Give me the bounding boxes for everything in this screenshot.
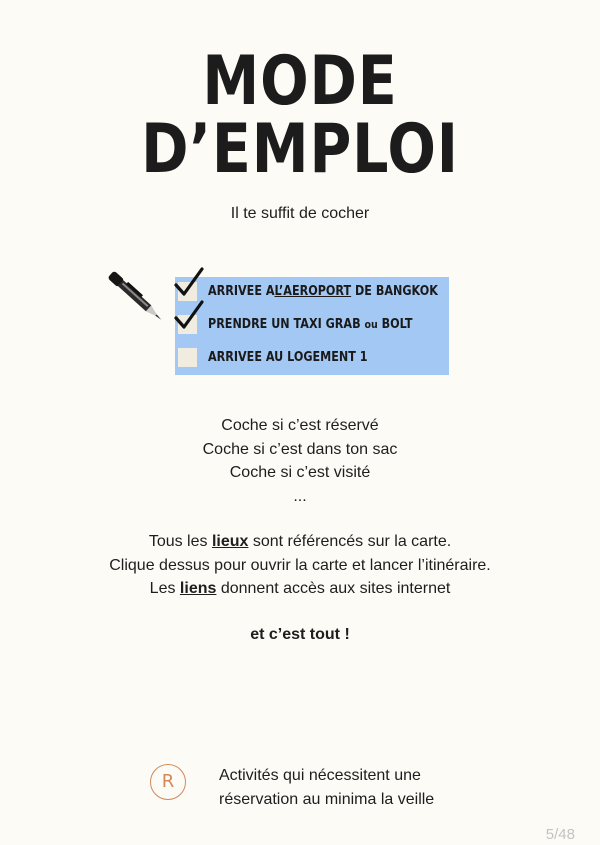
checkmark-icon — [173, 300, 205, 332]
checklist-item[interactable] — [175, 312, 449, 338]
reservation-badge-icon: R — [150, 764, 186, 800]
checklist — [175, 277, 449, 375]
info-line: Tous les lieux sont référencés sur la carte. — [148, 533, 452, 550]
instruction-line: Coche si c’est visité — [229, 464, 371, 481]
instruction-line: Coche si c’est dans ton sac — [202, 440, 398, 458]
reservation-legend: Activités qui nécessitent une réservation au minima la veille — [219, 767, 435, 808]
airport-link[interactable]: L’AEROPORT — [274, 284, 352, 299]
closing-text: et c’est tout ! — [250, 626, 350, 643]
checkmark-icon — [173, 267, 205, 299]
info-line: Clique dessus pour ouvrir la carte et lancer l’itinéraire. — [109, 556, 491, 574]
lieux-keyword: lieux — [211, 533, 249, 550]
checklist-item-label: PRENDRE UN TAXI GRAB ou BOLT — [208, 317, 413, 332]
liens-keyword: liens — [179, 580, 217, 597]
checklist-item-label: ARRIVEE AU LOGEMENT 1 — [208, 350, 368, 365]
intro-text: Il te suffit de cocher — [230, 205, 370, 222]
instruction-line: Coche si c’est réservé — [221, 417, 379, 434]
instructions — [0, 414, 600, 508]
info-line: Les liens donnent accès aux sites internet — [149, 580, 451, 597]
instruction-line: ... — [293, 487, 307, 505]
checklist-item[interactable] — [175, 345, 449, 371]
checklist-item[interactable] — [175, 279, 449, 305]
checkbox[interactable] — [178, 348, 197, 367]
info-text — [0, 530, 600, 601]
pen-icon — [100, 262, 172, 332]
page-number: 5/48 — [545, 826, 575, 843]
checklist-item-label: ARRIVEE AL’AEROPORT DE BANGKOK — [208, 284, 438, 299]
page-title: MODE D’EMPLOI — [141, 42, 459, 189]
